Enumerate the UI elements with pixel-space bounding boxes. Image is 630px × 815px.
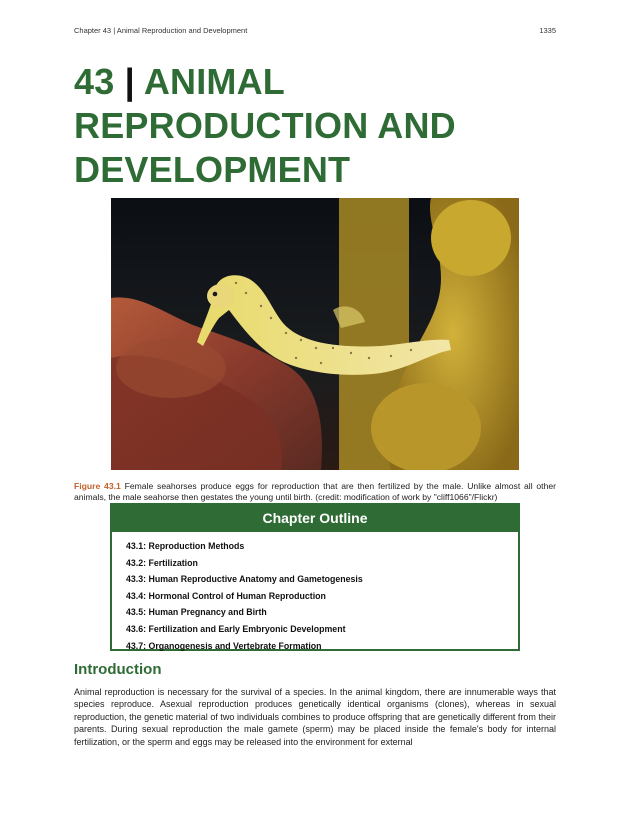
seahorse-photo — [111, 198, 519, 470]
page-number: 1335 — [539, 26, 556, 35]
running-head — [74, 26, 556, 35]
title-line-3: DEVELOPMENT — [74, 149, 351, 190]
outline-item[interactable]: 43.1: Reproduction Methods — [126, 541, 245, 551]
outline-item[interactable]: 43.6: Fertilization and Early Embryonic Development — [126, 623, 346, 634]
outline-item[interactable]: 43.4: Hormonal Control of Human Reproduction — [126, 590, 326, 601]
outline-item[interactable]: 43.5: Human Pregnancy and Birth — [126, 607, 267, 618]
figure-caption — [74, 481, 556, 504]
outline-item[interactable]: 43.2: Fertilization — [126, 557, 198, 568]
running-head-text: Chapter 43 | Animal Reproduction and Development — [74, 26, 248, 35]
outline-item[interactable]: 43.7: Organogenesis and Vertebrate Formation — [126, 640, 322, 651]
title-line-1: ANIMAL — [143, 61, 285, 102]
title-separator: | — [124, 61, 135, 102]
title-line-2: REPRODUCTION AND — [74, 105, 456, 146]
figure-caption-text: Female seahorses produce eggs for reproduction that are then fertilized by the male. Unlike almost all other animals, the male seahorse then gestates the young until birth. (credit: modification of work by "cliff1066"/Flickr) — [74, 480, 556, 503]
introduction-heading: Introduction — [74, 661, 162, 678]
outline-item[interactable]: 43.3: Human Reproductive Anatomy and Gametogenesis — [126, 574, 363, 585]
chapter-title — [74, 60, 574, 192]
figure-label: Figure 43.1 — [74, 480, 121, 491]
chapter-number: 43 — [74, 61, 115, 102]
chapter-outline-box — [110, 503, 520, 651]
introduction-paragraph: Animal reproduction is necessary for the survival of a species. In the animal kingdom, there are innumerable ways that species reproduce. Asexual reproduction produces genetically identical organisms (clones), whereas in sexual reproduction, the genetic material of two individuals combines to produce offspring that are genetically different from their parents. During sexual reproduction the male gamete (sperm) may be placed inside the female's body for internal fertilization, or the sperm and eggs may be released into the environment for external — [74, 687, 556, 747]
chapter-outline-heading: Chapter Outline — [112, 505, 518, 532]
chapter-outline-list — [112, 532, 518, 654]
